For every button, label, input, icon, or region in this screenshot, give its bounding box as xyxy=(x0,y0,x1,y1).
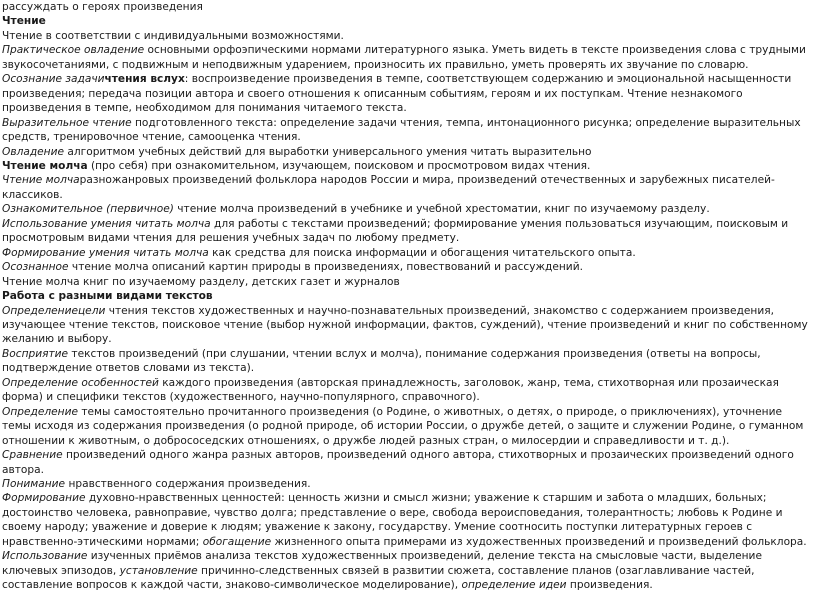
text-run: Чтение молча книг по изучаемому разделу, детских газет и журналов xyxy=(2,275,400,288)
text-run: : воспроизведение произведения в темпе, соответствующем содержанию и эмоциональной насыщенности произведения; передача позиции автора и своего отношения к описанным событиям, героям и их поступкам. Чтение незнакомого произведения в темпе, необходимом для понимания читаемого текста. xyxy=(2,73,792,115)
document-body xyxy=(2,0,808,593)
text-run: как средства для поиска информации и обогащения читательского опыта. xyxy=(208,246,636,259)
italic-text: Сравнение xyxy=(2,449,63,462)
italic-text: Формирование умения читать молча xyxy=(2,246,209,259)
paragraph-p10 xyxy=(2,202,808,216)
paragraph-p15 xyxy=(2,289,808,303)
text-run: (про себя) при ознакомительном, изучающем, поисковом и просмотровом видах чтения. xyxy=(87,159,591,172)
text-run: алгоритмом учебных действий для выработки универсального умения читать выразительно xyxy=(64,145,592,158)
paragraph-p04 xyxy=(2,43,808,72)
text-run: чтение молча описаний картин природы в произведениях, повествований и рассуждений. xyxy=(68,261,583,274)
italic-text: Использование xyxy=(2,550,88,563)
italic-text: Ознакомительное (первичное) xyxy=(2,203,174,216)
bold-text: Чтение xyxy=(2,15,46,28)
italic-text: Восприятие xyxy=(2,347,69,360)
text-run: подготовленного текста: определение задачи чтения, темпа, интонационного рисунка; определение выразительных средств, тренировочное чтение, самооценка чтения. xyxy=(2,116,801,144)
bold-text: чтения вслух xyxy=(104,73,185,86)
paragraph-p18 xyxy=(2,376,808,405)
paragraph-p08 xyxy=(2,159,808,173)
paragraph-p16 xyxy=(2,304,808,347)
paragraph-p07 xyxy=(2,145,808,159)
text-run: текстов произведений (при слушании, чтении вслух и молча), понимание содержания произведения (ответы на вопросы, подтверждение ответов словами из текста). xyxy=(2,347,761,375)
bold-text: Чтение молча xyxy=(2,159,88,172)
text-run: для работы с текстами произведений; формирование умения пользоваться изучающим, поисковым и просмотровым видами чтения для решения учебных задач по любому предмету. xyxy=(2,217,789,245)
paragraph-p19 xyxy=(2,405,808,448)
text-run: причинно-следственных связей в развитии сюжета, составление планов (озаглавливание частей, составление вопросов к каждой части, знаково-символическое моделирование), xyxy=(2,564,755,592)
italic-text: Определение xyxy=(2,405,78,418)
italic-text: Использование умения читать молча xyxy=(2,217,211,230)
text-run: каждого произведения (авторская принадлежность, заголовок, жанр, тема, стихотворная или прозаическая форма) и специфики текстов (художественного, научно-популярного, справочного). xyxy=(2,376,779,404)
paragraph-p02 xyxy=(2,14,808,28)
paragraph-p14 xyxy=(2,275,808,289)
paragraph-p17 xyxy=(2,347,808,376)
italic-text: Практическое овладение xyxy=(2,44,145,57)
italic-text: Осознание задачи xyxy=(2,73,105,86)
italic-text: Определение особенностей xyxy=(2,376,159,389)
text-run: нравственного содержания произведения. xyxy=(65,477,311,490)
paragraph-p22 xyxy=(2,491,808,549)
paragraph-p06 xyxy=(2,116,808,145)
text-run: основными орфоэпическими нормами литературного языка. Уметь видеть в тексте произведения слова с трудными звукосочетаниями, с подвижным и неподвижным ударением, произносить их правильно, уметь проверять их звучание по словарю. xyxy=(2,44,806,71)
italic-text: определение идеи xyxy=(461,579,567,592)
paragraph-p11 xyxy=(2,217,808,246)
italic-text: Понимание xyxy=(2,477,66,490)
italic-text: обогащение xyxy=(202,535,272,548)
text-run: чтение молча произведений в учебнике и учебной хрестоматии, книг по изучаемому разделу. xyxy=(173,203,710,216)
text-run: чтения текстов художественных и научно-познавательных произведений, знакомство с содержанием произведения, изучающее чтение текстов, поисковое чтение (выбор нужной информации, фактов, суждений), чтение произведений и книг по собственному желанию и выбору. xyxy=(2,304,808,346)
italic-text: Овладение xyxy=(2,145,65,158)
paragraph-p05 xyxy=(2,72,808,115)
paragraph-p12 xyxy=(2,246,808,260)
paragraph-p20 xyxy=(2,448,808,477)
text-run: изученных приёмов анализа текстов художественных произведений, деление текста на смысловые части, выделение ключевых эпизодов, xyxy=(2,550,762,577)
italic-text: Осознанное xyxy=(2,261,69,274)
paragraph-p01 xyxy=(2,0,808,14)
italic-text: Определениецели xyxy=(2,304,106,317)
text-run: разножанровых произведений фольклора народов России и мира, произведений отечественных и зарубежных писателей-классиков. xyxy=(2,174,775,201)
text-run: духовно-нравственных ценностей: ценность жизни и смысл жизни; уважение к старшим и забота о младших, больных; достоинство человека, равноправие, чувство долга; представление о вере, свобода вероисповедания, толерантность; любовь к Родине и своему народу; уважение и доверие к людям; уважение к закону, государству. Умение соотносить поступки литературных героев с нравственно-этическими нормами; xyxy=(2,492,783,548)
paragraph-p21 xyxy=(2,477,808,491)
paragraph-p03 xyxy=(2,29,808,43)
text-run: темы самостоятельно прочитанного произведения (о Родине, о животных, о детях, о природе, о приключениях), уточнение темы исходя из содержания произведения (о родной природе, об истории России, о дружбе детей, о защите и служении Родине, о гуманном отношении к животным, о добрососедских отношениях, о дружбе людей разных стран, о милосердии и справедливости и т. д.). xyxy=(2,405,804,447)
bold-text: Работа с разными видами текстов xyxy=(2,290,213,303)
italic-text: установление xyxy=(119,564,198,577)
text-run: произведений одного жанра разных авторов, произведений одного автора, стихотворных и прозаических произведений одного автора. xyxy=(2,449,794,476)
italic-text: Формирование xyxy=(2,492,86,505)
text-run: рассуждать о героях произведения xyxy=(2,1,203,13)
paragraph-p09 xyxy=(2,173,808,202)
italic-text: Чтение молча xyxy=(2,174,80,187)
text-run: Чтение в соответствии с индивидуальными возможностями. xyxy=(2,29,344,42)
text-run: произведения. xyxy=(566,579,653,592)
italic-text: Выразительное чтение xyxy=(2,116,132,129)
text-run: жизненного опыта примерами из художественных произведений и произведений фольклора. xyxy=(271,535,807,548)
paragraph-p13 xyxy=(2,260,808,274)
paragraph-p23 xyxy=(2,549,808,592)
